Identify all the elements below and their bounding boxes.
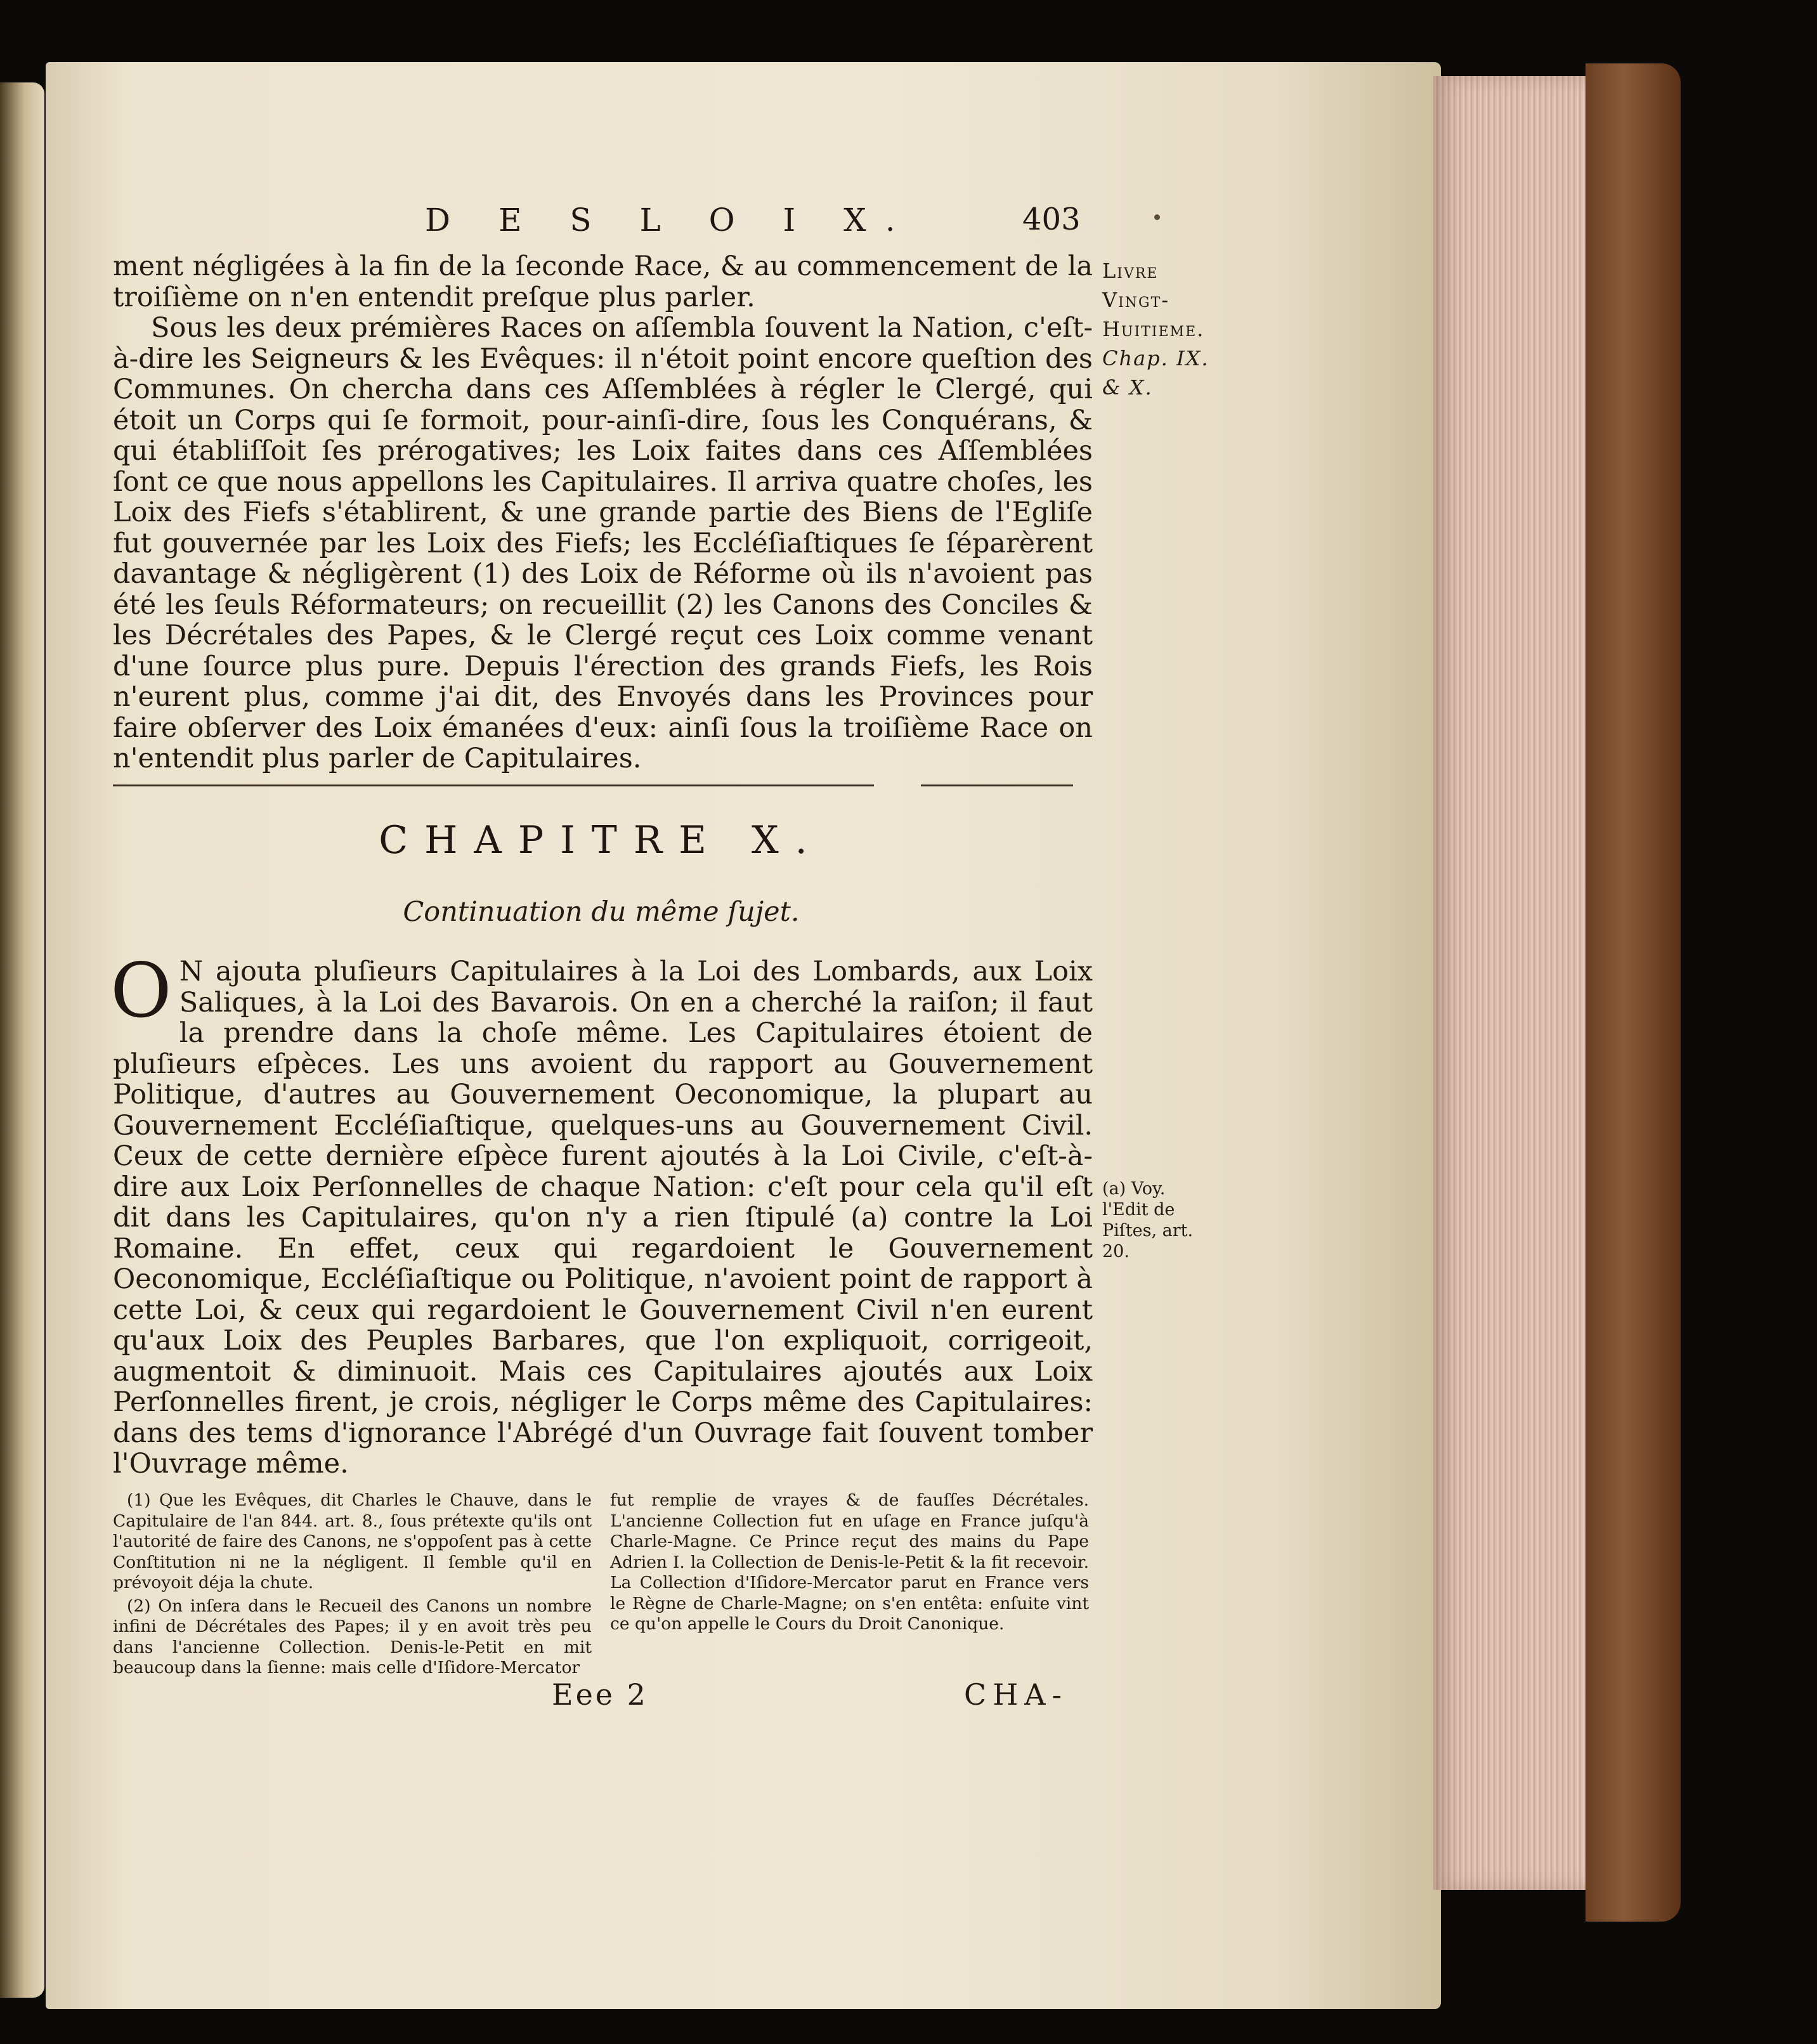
divider-rule [113, 784, 874, 786]
margin-heading-line: Vingt- [1102, 288, 1170, 312]
margin-heading [1102, 256, 1209, 402]
text-block-top [113, 251, 1093, 774]
side-note: (a) Voy. l'Edit de Piſtes, art. 20. [1102, 1179, 1194, 1261]
page-edges [1433, 76, 1592, 1890]
margin-heading-line: & X. [1102, 375, 1153, 400]
ink-dot [1154, 214, 1160, 220]
book-binding [1586, 63, 1681, 1922]
chapter-subtitle: Continuation du même ſujet. [403, 896, 800, 928]
drop-cap: O [110, 947, 172, 1034]
footnote: fut remplie de vrayes & de fauſſes Décrétales. L'ancienne Collection fut en uſage en France juſqu'à Charle-Magne. Ce Prince reçut des mains du Pape Adrien I. la Collection de Denis-le-Petit & la fit recevoir. La Collection d'Iſidore-Mercator parut en France vers le Règne de Charle-Magne; on s'en entêta: enſuite vint ce qu'on appelle le Cours du Droit Canonique. [610, 1490, 1089, 1634]
paragraph: N ajouta pluſieurs Capitulaires à la Loi des Lombards, aux Loix Saliques, à la Loi des Bavarois. On en a cherché la raiſon; il faut la prendre dans la choſe même. Les Capitulaires étoient de pluſieurs eſpèces. Les uns avoient du rapport au Gouvernement Politique, d'autres au Gouvernement Oeconomique, la plupart au Gouvernement Eccléſiaſtique, quelques-uns au Gouvernement Civil. Ceux de cette dernière eſpèce furent ajoutés à la Loi Civile, c'eſt-à-dire aux Loix Perſonnelles de chaque Nation: c'eſt pour cela qu'il eſt dit dans les Capitulaires, qu'on n'y a rien ſtipulé (a) contre la Loi Romaine. En effet, ceux qui regardoient le Gouvernement Oeconomique, Eccléſiaſtique ou Politique, n'avoient point de rapport à cette Loi, & ceux qui regardoient le Gouvernement Civil n'en eurent qu'aux Loix des Peuples Barbares, que l'on expliquoit, corrigeoit, augmentoit & diminuoit. Mais ces Capitulaires ajoutés aux Loix Perſonnelles firent, je crois, négliger le Corps même des Capitulaires: dans des tems d'ignorance l'Abrégé d'un Ouvrage fait ſouvent tomber l'Ouvrage même. [113, 956, 1093, 1480]
catchword: CHA- [964, 1677, 1069, 1712]
footnotes-left [113, 1490, 592, 1681]
signature-mark: Eee 2 [552, 1677, 648, 1712]
margin-heading-line: Livre [1102, 259, 1159, 283]
margin-heading-line: Huitieme. [1102, 317, 1205, 341]
margin-heading-line: Chap. IX. [1102, 346, 1209, 370]
page-number: 403 [1022, 202, 1081, 237]
divider-rule [921, 784, 1073, 786]
facing-page-edge [0, 82, 44, 1998]
chapter-title: CHAPITRE X. [379, 818, 824, 863]
footnotes-right [610, 1490, 1089, 1637]
footnote: (2) On inſera dans le Recueil des Canons un nombre infini de Décrétales des Papes; il y en avoit très peu dans l'ancienne Collection. Denis-le-Petit en mit beaucoup dans la ſienne: mais celle d'Iſidore-Mercator [113, 1596, 592, 1677]
paragraph: ment négligées à la fin de la ſeconde Race, & au commencement de la troiſième on n'en entendit preſque plus parler. [113, 251, 1093, 313]
footnote: (1) Que les Evêques, dit Charles le Chauve, dans le Capitulaire de l'an 844. art. 8., ſous prétexte qu'ils ont l'autorité de faire des Canons, ne s'oppoſent pas à cette Conſtitution ni ne la négligent. Il ſemble qu'il en prévoyoit déja la chute. [113, 1490, 592, 1592]
text-block-main [110, 947, 1093, 1480]
running-head: D E S L O I X. [425, 202, 915, 238]
paragraph: Sous les deux prémières Races on aſſembla ſouvent la Nation, c'eſt-à-dire les Seigneurs & les Evêques: il n'étoit point encore queſtion des Communes. On chercha dans ces Aſſemblées à régler le Clergé, qui étoit un Corps qui ſe formoit, pour-ainſi-dire, ſous les Conquérans, & qui établiſſoit ſes prérogatives; les Loix faites dans ces Aſſemblées ſont ce que nous appellons les Capitulaires. Il arriva quatre choſes, les Loix des Fiefs s'établirent, & une grande partie des Biens de l'Egliſe fut gouvernée par les Loix des Fiefs; les Eccléſiaſtiques ſe ſéparèrent davantage & négligèrent (1) des Loix de Réforme où ils n'avoient pas été les ſeuls Réformateurs; on recueillit (2) les Canons des Conciles & les Décrétales des Papes, & le Clergé reçut ces Loix comme venant d'une ſource plus pure. Depuis l'érection des grands Fiefs, les Rois n'eurent plus, comme j'ai dit, des Envoyés dans les Provinces pour faire obſerver des Loix émanées d'eux: ainſi ſous la troiſième Race on n'entendit plus parler de Capitulaires. [113, 312, 1093, 774]
